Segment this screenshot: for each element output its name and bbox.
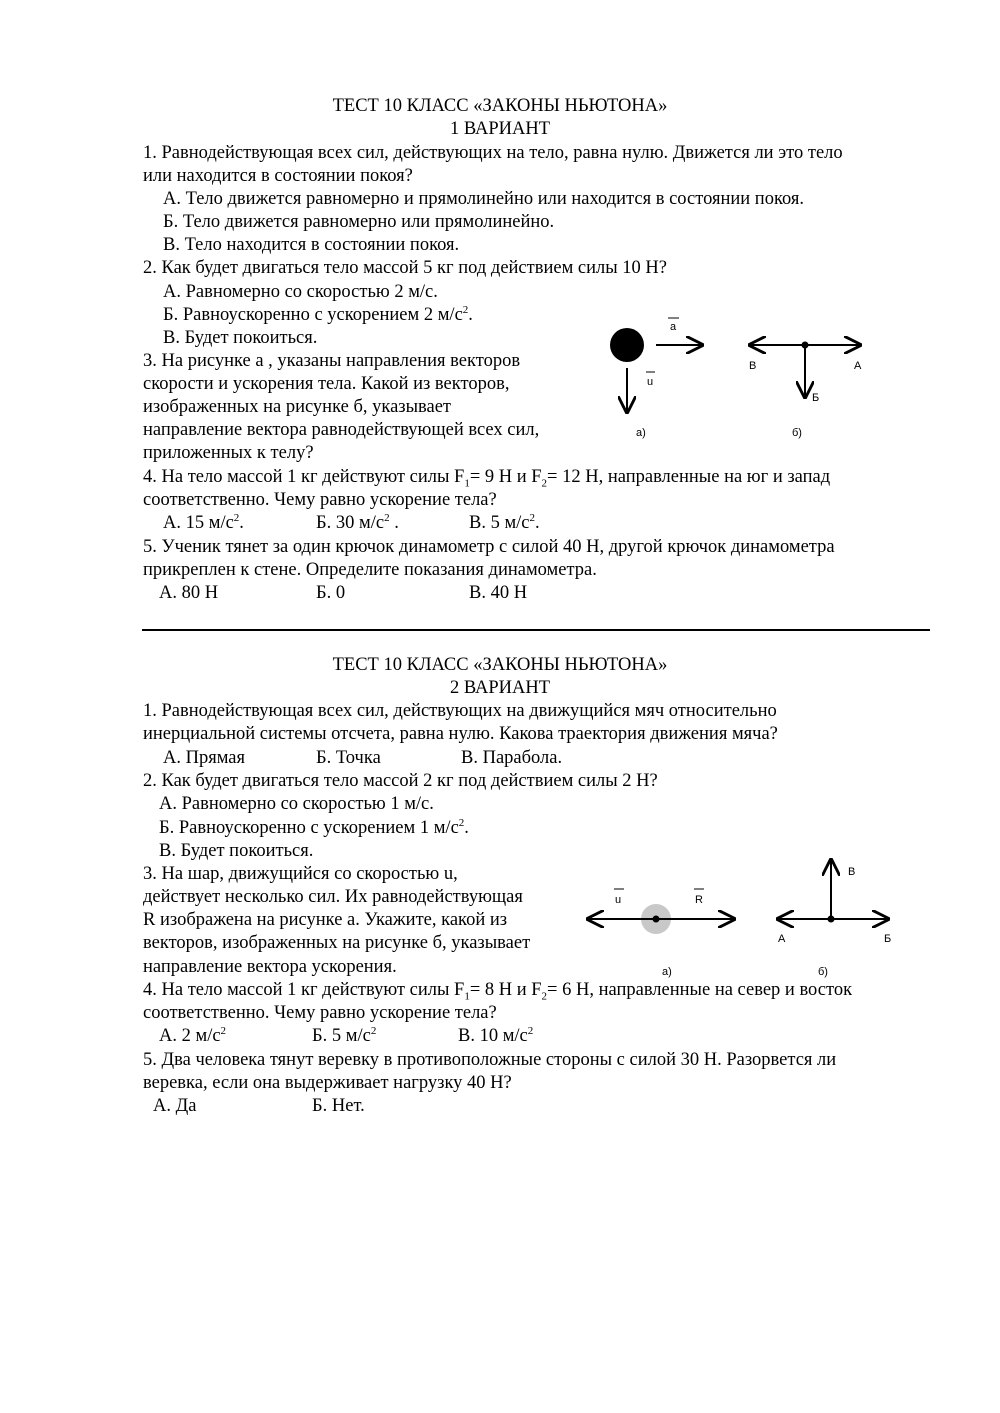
v1-q5-text: 5. Ученик тянет за один крючок динамометр с силой 40 Н, другой крючок динамометра xyxy=(143,537,835,557)
v1-q1-option-a: А. Тело движется равномерно и прямолинейно или находится в состоянии покоя. xyxy=(163,189,805,209)
v2-q4-text: 4. На тело массой 1 кг действуют силы $F_1= 8$ Н и $F_2= 6$ Н, направленные на север и восток xyxy=(143,980,853,1003)
v2-q3-text: 3. На шар, движущийся со скоростью u, xyxy=(143,864,458,884)
v1-q2-option-b: Б. Равноускоренно с ускорением 2 $м/с^2$. xyxy=(163,303,473,325)
v2-q5-option-b: Б. Нет. xyxy=(312,1096,365,1116)
v1-label-a: А xyxy=(854,360,862,372)
v1-caption-b: б) xyxy=(792,427,802,439)
v2-q1-option-b: Б. Точка xyxy=(316,748,381,768)
v1-q1-text-cont: или находится в состоянии покоя? xyxy=(143,166,413,186)
v2-label-a: А xyxy=(778,933,786,945)
variant2-subtitle: 2 ВАРИАНТ xyxy=(449,678,551,698)
v1-q1-option-b: Б. Тело движется равномерно или прямолинейно. xyxy=(163,212,555,232)
v1-q4-option-a: А. 15 $м/с^2$. xyxy=(163,511,244,533)
v2-q3-text-4: векторов, изображенных на рисунке б, указывает xyxy=(143,933,531,953)
v1-q3-text-3: изображенных на рисунке б, указывает xyxy=(143,397,452,417)
v1-q2-option-a: А. Равномерно со скоростью 2 м/с. xyxy=(163,282,438,302)
v1-q3-text-4: направление вектора равнодействующей всех сил, xyxy=(143,420,540,440)
v2-q1-text: 1. Равнодействующая всех сил, действующих на движущийся мяч относительно xyxy=(143,701,777,721)
v2-q2-option-a: А. Равномерно со скоростью 1 м/с. xyxy=(159,794,434,814)
v2-q1-text-2: инерциальной системы отсчета, равна нулю. Какова траектория движения мяча? xyxy=(143,724,778,744)
v2-q3-text-5: направление вектора ускорения. xyxy=(143,957,397,977)
v1-q4-option-b: Б. 30 $м/с^2$ . xyxy=(316,511,399,533)
v2-q3-text-3: R изображена на рисунке а. Укажите, какой из xyxy=(143,910,508,930)
v2-q4-option-a: А. 2 $м/с^2$ xyxy=(159,1024,227,1046)
v2-q2-option-c: В. Будет покоиться. xyxy=(159,841,314,861)
v1-q5-text-2: прикреплен к стене. Определите показания динамометра. xyxy=(143,560,597,580)
v2-caption-a: а) xyxy=(662,966,672,978)
v1-q4-text: 4. На тело массой 1 кг действуют силы $F_1= 9$ Н и $F_2= 12$ Н, направленные на юг и запад xyxy=(143,467,831,490)
v1-q4-option-c: В. 5 $м/с^2$. xyxy=(469,511,540,533)
v1-q3-text: 3. На рисунке а , указаны направления векторов xyxy=(143,351,521,371)
v2-q1-option-c: В. Парабола. xyxy=(461,748,563,768)
v2-q2-option-b: Б. Равноускоренно с ускорением 1 $м/с^2$. xyxy=(159,816,469,838)
v2-q5-text-2: веревка, если она выдерживает нагрузку 40 Н? xyxy=(143,1073,512,1093)
v1-vec-u-label: u xyxy=(647,376,654,388)
v2-q4-text-2: соответственно. Чему равно ускорение тела? xyxy=(143,1003,497,1023)
v1-q1-option-c: В. Тело находится в состоянии покоя. xyxy=(163,235,460,255)
v1-q3-text-2: скорости и ускорения тела. Какой из векторов, xyxy=(143,374,510,394)
v1-vec-a-label: a xyxy=(670,321,677,333)
v2-q5-text: 5. Два человека тянут веревку в противоположные стороны с силой 30 Н. Разорвется ли xyxy=(143,1050,837,1070)
v1-q3-text-5: приложенных к телу? xyxy=(143,443,314,463)
v2-q1-option-a: А. Прямая xyxy=(163,748,246,768)
v2-q3-text-2: действует несколько сил. Их равнодействующая xyxy=(143,887,523,907)
v1-q2-option-c: В. Будет покоиться. xyxy=(163,328,318,348)
v2-q4-option-b: Б. 5 $м/с^2$ xyxy=(312,1024,377,1046)
v2-vec-u-label: u xyxy=(615,894,622,906)
v1-label-v: В xyxy=(749,360,757,372)
variant2-title: ТЕСТ 10 КЛАСС «ЗАКОНЫ НЬЮТОНА» xyxy=(332,655,668,675)
variant1-subtitle: 1 ВАРИАНТ xyxy=(449,119,551,139)
v1-q5-option-c: В. 40 Н xyxy=(469,583,528,603)
variant1-title: ТЕСТ 10 КЛАСС «ЗАКОНЫ НЬЮТОНА» xyxy=(332,96,668,116)
v1-label-b: Б xyxy=(812,392,820,404)
v2-caption-b: б) xyxy=(818,966,828,978)
v2-q2-text: 2. Как будет двигаться тело массой 2 кг под действием силы 2 Н? xyxy=(143,771,658,791)
v1-q5-option-b: Б. 0 xyxy=(316,583,346,603)
v1-q2-text: 2. Как будет двигаться тело массой 5 кг под действием силы 10 Н? xyxy=(143,258,667,278)
v1-q5-option-a: А. 80 Н xyxy=(159,583,219,603)
v1-q4-text-2: соответственно. Чему равно ускорение тела? xyxy=(143,490,497,510)
v2-label-v: В xyxy=(848,866,856,878)
v2-vec-r-label: R xyxy=(695,894,703,906)
v2-q4-option-c: В. 10 $м/с^2$ xyxy=(458,1024,534,1046)
v1-caption-a: а) xyxy=(636,427,646,439)
v1-q1-text: 1. Равнодействующая всех сил, действующих на тело, равна нулю. Движется ли это тело xyxy=(143,143,843,163)
v2-label-b: Б xyxy=(884,933,892,945)
v2-q5-option-a: А. Да xyxy=(153,1096,197,1116)
